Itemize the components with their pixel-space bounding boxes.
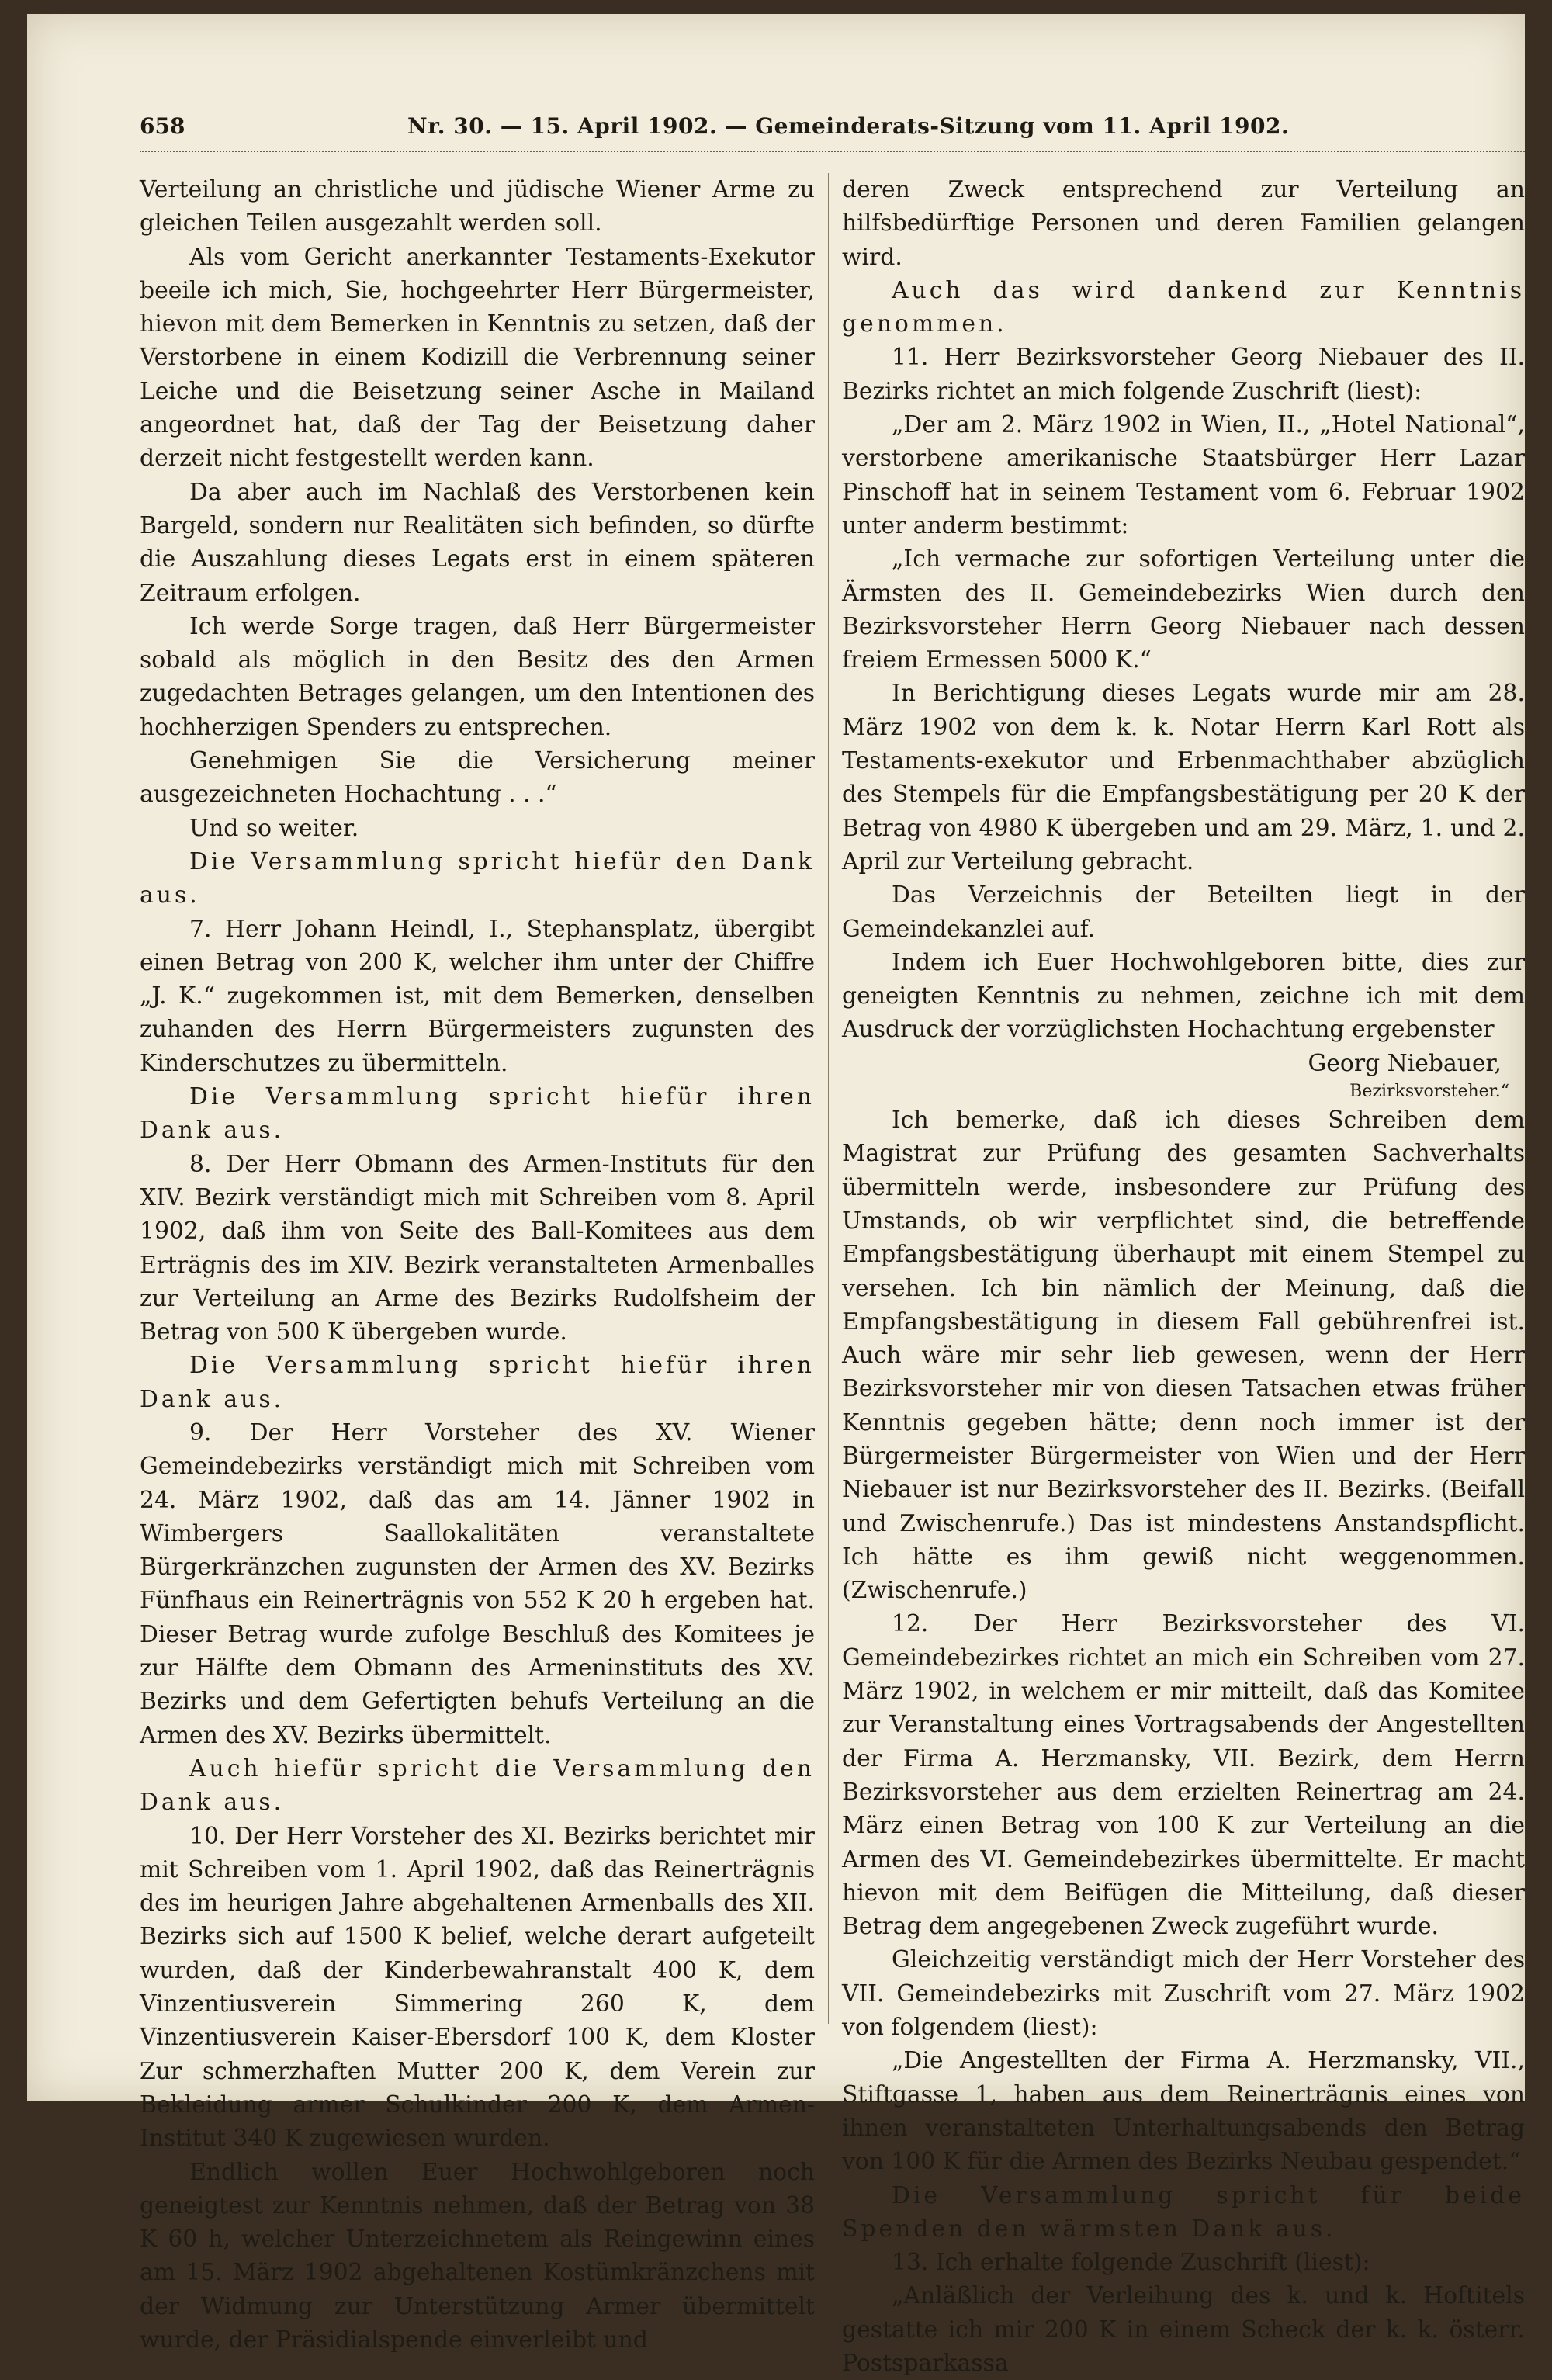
paragraph: Verteilung an christliche und jüdische Wiener Arme zu gleichen Teilen ausgezahlt werden soll. <box>140 176 815 237</box>
paragraph: Und so weiter. <box>189 814 359 842</box>
paragraph: Als vom Gericht anerkannter Testaments-Exekutor beeile ich mich, Sie, hochgeehrter Herr Bürgermeister, hievon mit dem Bemerken in Kenntnis zu setzen, daß der Verstorbene in einem Kodizill die Verbrennung seiner Leiche und die Beisetzung seiner Asche in Mailand angeordnet hat, daß der Tag der Beisetzung daher derzeit nicht festgestellt werden kann. <box>140 243 815 473</box>
paragraph: Ich bemerke, daß ich dieses Schreiben dem Magistrat zur Prüfung des gesamten Sachverhalts übermitteln werde, insbesondere zur Prüfung des Umstands, ob wir verpflichtet sind, die betreffende Empfangsbestätigung überhaupt mit einem Stempel zu versehen. Ich bin nämlich der Meinung, daß die Empfangsbestätigung in diesem Fall gebührenfrei ist. Auch wäre mir sehr lieb gewesen, wenn der Herr Bezirksvorsteher mir von diesen Tatsachen etwas früher Kenntnis gegeben hätte; denn noch immer ist der Bürgermeister Bürgermeister von Wien und der Herr Niebauer ist nur Bezirksvorsteher des II. Bezirks. (Beifall und Zwischenrufe.) Das ist mindestens Anstandspflicht. Ich hätte es ihm gewiß nicht weggenommen. (Zwischenrufe.) <box>842 1107 1525 1605</box>
running-title: Nr. 30. — 15. April 1902. — Gemeinderats-Sitzung vom 11. April 1902. <box>407 113 1290 139</box>
item-13: 13. Ich erhalte folgende Zuschrift (liest): <box>892 2249 1370 2277</box>
document-page <box>27 14 1525 2377</box>
right-column <box>842 173 1525 2377</box>
resolution-line: Die Versammlung spricht hiefür den Dank aus. <box>140 847 815 909</box>
signature-name: Georg Niebauer, <box>1308 1049 1502 1077</box>
paragraph: deren Zweck entsprechend zur Verteilung an hilfsbedürftige Personen und deren Familien gelangen wird. <box>842 176 1525 271</box>
signature-title: Bezirksvorsteher.“ <box>1349 1082 1509 1102</box>
header-rule <box>140 151 1525 160</box>
resolution-line: Die Versammlung spricht hiefür ihren Dank aus. <box>140 1352 815 1413</box>
item-10: 10. Der Herr Vorsteher des XI. Bezirks berichtet mir mit Schreiben vom 1. April 1902, daß das Reinerträgnis des im heurigen Jahre abgehaltenen Armenballs des XII. Bezirks sich auf 1500 K belief, welche derart aufgeteilt wurden, daß der Kinderbewahranstalt 400 K, dem Vinzentiusverein Simmering 260 K, dem Vinzentiusverein Kaiser-Ebersdorf 100 K, dem Kloster Zur schmerzhaften Mutter 200 K, dem Verein zur Bekleidung armer Schulkinder 200 K, dem Armen-Institut 340 K zugewiesen wurden. <box>140 1822 815 2153</box>
column-divider <box>828 173 829 2024</box>
page-header <box>140 113 1451 144</box>
resolution-line: Auch das wird dankend zur Kenntnis genommen. <box>842 276 1525 338</box>
resolution-line: Auch hiefür spricht die Versammlung den Dank aus. <box>140 1755 815 1817</box>
left-column <box>140 173 815 2354</box>
paragraph: Ich werde Sorge tragen, daß Herr Bürgermeister sobald als möglich in den Besitz des den Armen zugedachten Betrages gelangen, um den Intentionen des hochherzigen Spenders zu entsprechen. <box>140 612 815 741</box>
paragraph: Da aber auch im Nachlaß des Verstorbenen kein Bargeld, sondern nur Realitäten sich befinden, so dürfte die Auszahlung dieses Legats erst in einem späteren Zeitraum erfolgen. <box>140 478 815 607</box>
item-12: 12. Der Herr Bezirksvorsteher des VI. Gemeindebezirkes richtet an mich ein Schreiben vom 27. März 1902, in welchem er mir mitteilt, daß das Komitee zur Veranstaltung eines Vortragsabends der Angestellten der Firma A. Herzmansky, VII. Bezirk, dem Herrn Bezirksvorsteher aus dem erzielten Reinertrag am 24. März einen Betrag von 100 K zur Verteilung an die Armen des VI. Gemeindebezirkes übermittelte. Er macht hievon mit dem Beifügen die Mitteilung, daß dieser Betrag dem angegebenen Zweck zugeführt wurde. <box>842 1610 1525 1941</box>
item-11: 11. Herr Bezirksvorsteher Georg Niebauer des II. Bezirks richtet an mich folgende Zuschrift (liest): <box>842 344 1525 405</box>
resolution-line: Die Versammlung spricht hiefür ihren Dank aus. <box>140 1083 815 1145</box>
quoted-letter: „Die Angestellten der Firma A. Herzmansky, VII., Stiftgasse 1, haben aus dem Reinerträgnis eines von ihnen veranstalteten Unterhaltungsabends den Betrag von 100 K für die Armen des Bezirks Neubau gespendet.“ <box>842 2047 1525 2176</box>
quoted-bequest: „Ich vermache zur sofortigen Verteilung unter die Ärmsten des II. Gemeindebezirks Wien durch den Bezirksvorsteher Herrn Georg Niebauer nach dessen freiem Ermessen 5000 K.“ <box>842 546 1525 674</box>
paragraph: Genehmigen Sie die Versicherung meiner ausgezeichneten Hochachtung . . .“ <box>140 747 815 809</box>
resolution-line: Die Versammlung spricht für beide Spenden den wärmsten Dank aus. <box>842 2181 1525 2243</box>
item-8: 8. Der Herr Obmann des Armen-Instituts für den XIV. Bezirk verständigt mich mit Schreiben vom 8. April 1902, daß ihm von Seite des Ball-Komitees aus dem Erträgnis des im XIV. Bezirk veranstalteten Armenballes zur Verteilung an Arme des Bezirks Rudolfsheim der Betrag von 500 K übergeben wurde. <box>140 1150 815 1346</box>
paragraph: In Berichtigung dieses Legats wurde mir am 28. März 1902 von dem k. k. Notar Herrn Karl Rott als Testaments-exekutor und Erbenmachthaber abzüglich des Stempels für die Empfangsbestätigung per 20 K der Betrag von 4980 K übergeben und am 29. März, 1. und 2. April zur Verteilung gebracht. <box>842 680 1525 875</box>
item-9: 9. Der Herr Vorsteher des XV. Wiener Gemeindebezirks verständigt mich mit Schreiben vom 24. März 1902, daß das am 14. Jänner 1902 in Wimbergers Saallokalitäten veranstaltete Bürgerkränzchen zugunsten der Armen des XV. Bezirks Fünfhaus ein Reinerträgnis von 552 K 20 h ergeben hat. Dieser Betrag wurde zufolge Beschluß des Komitees je zur Hälfte dem Obmann des Armeninstituts des XV. Bezirks und dem Gefertigten behufs Verteilung an die Armen des XV. Bezirks übermittelt. <box>140 1419 815 1749</box>
page-number: 658 <box>140 113 185 139</box>
paragraph: Gleichzeitig verständigt mich der Herr Vorsteher des VII. Gemeindebezirks mit Zuschrift vom 27. März 1902 von folgendem (liest): <box>842 1946 1525 2042</box>
paragraph: Indem ich Euer Hochwohlgeboren bitte, dies zur geneigten Kenntnis zu nehmen, zeichne ich mit dem Ausdruck der vorzüglichsten Hochachtung ergebenster <box>842 948 1525 1044</box>
paragraph: Das Verzeichnis der Beteilten liegt in der Gemeindekanzlei auf. <box>842 882 1525 943</box>
quoted-letter: „Der am 2. März 1902 in Wien, II., „Hotel National“, verstorbene amerikanische Staatsbürger Herr Lazar Pinschoff hat in seinem Testament vom 6. Februar 1902 unter anderm bestimmt: <box>842 411 1525 539</box>
paragraph: Endlich wollen Euer Hochwohlgeboren noch geneigtest zur Kenntnis nehmen, daß der Betrag von 38 K 60 h, welcher Unterzeichnetem als Reingewinn eines am 15. März 1902 abgehaltenen Kostümkränzchens mit der Widmung zur Unterstützung Armer übermittelt wurde, der Präsidialspende einverleibt und <box>140 2158 815 2354</box>
item-7: 7. Herr Johann Heindl, I., Stephansplatz, übergibt einen Betrag von 200 K, welcher ihm unter der Chiffre „J. K.“ zugekommen ist, mit dem Bemerken, denselben zuhanden des Herrn Bürgermeisters zugunsten des Kinderschutzes zu übermitteln. <box>140 915 815 1077</box>
quoted-letter: „Anläßlich der Verleihung des k. und k. Hoftitels gestatte ich mir 200 K in einem Scheck der k. k. österr. Postsparkassa <box>842 2282 1525 2377</box>
